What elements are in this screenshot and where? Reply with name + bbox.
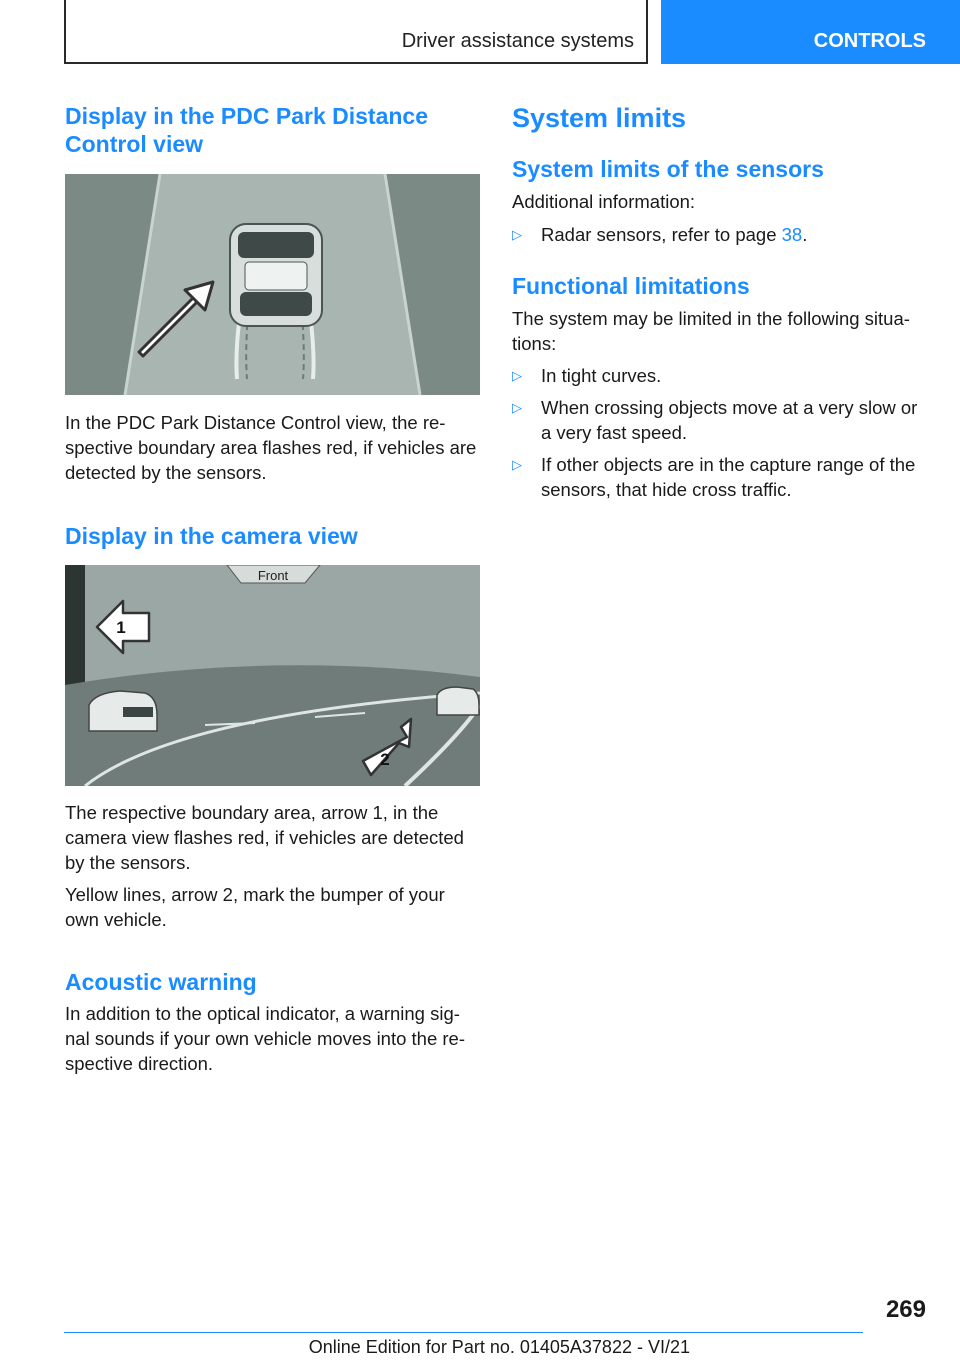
limitations-list	[512, 363, 932, 502]
camera-description-2: Yellow lines, arrow 2, mark the bumper of your own vehicle.	[65, 884, 445, 930]
edition-note: Online Edition for Part no. 01405A37822 - VI/21	[308, 1337, 690, 1357]
triangle-bullet-icon: ▷	[512, 368, 522, 383]
camera-heading: Display in the camera view	[65, 523, 358, 549]
chapter-tab[interactable]: CONTROLS	[661, 0, 960, 64]
triangle-bullet-icon: ▷	[512, 227, 522, 242]
pdc-description: In the PDC Park Distance Control view, the re-spective boundary area flashes red, if vehicles are detected by the sensors.	[65, 412, 477, 483]
acoustic-heading: Acoustic warning	[65, 969, 257, 995]
left-column	[65, 102, 481, 1076]
acoustic-description: In addition to the optical indicator, a warning sig-nal sounds if your own vehicle moves into the re-spective direction.	[65, 1003, 466, 1074]
camera-description-1: The respective boundary area, arrow 1, in the camera view flashes red, if vehicles are detected by the sensors.	[65, 802, 464, 873]
functional-limitations-heading: Functional limitations	[512, 273, 750, 299]
section-title: Driver assistance systems	[401, 30, 634, 52]
list-item: ▷ When crossing objects move at a very slow or a very fast speed.	[512, 397, 918, 443]
sensor-list	[512, 222, 932, 247]
sensors-limits-heading: System limits of the sensors	[512, 156, 824, 182]
triangle-bullet-icon: ▷	[512, 457, 522, 472]
pdc-heading: Display in the PDC Park Distance Control view	[65, 103, 429, 157]
list-item: ▷ If other objects are in the capture range of the sensors, that hide cross traffic.	[512, 454, 916, 500]
camera-view-figure	[65, 565, 480, 786]
system-limits-heading: System limits	[512, 103, 687, 133]
footer-divider	[64, 1332, 863, 1333]
functional-intro: The system may be limited in the following situa-tions:	[512, 308, 910, 354]
camera-arrow-2-label: 2	[380, 750, 390, 769]
right-column	[512, 102, 932, 502]
camera-arrow-1-label: 1	[116, 618, 126, 637]
camera-front-label: Front	[257, 568, 289, 583]
triangle-bullet-icon: ▷	[512, 400, 522, 415]
pdc-view-figure	[65, 174, 480, 395]
list-item: ▷ Radar sensors, refer to page 38.	[512, 224, 808, 245]
additional-info-label: Additional information:	[512, 191, 696, 212]
page-number: 269	[885, 1296, 926, 1323]
page-reference-link[interactable]: 38	[781, 224, 803, 245]
list-item: ▷ In tight curves.	[512, 365, 662, 386]
